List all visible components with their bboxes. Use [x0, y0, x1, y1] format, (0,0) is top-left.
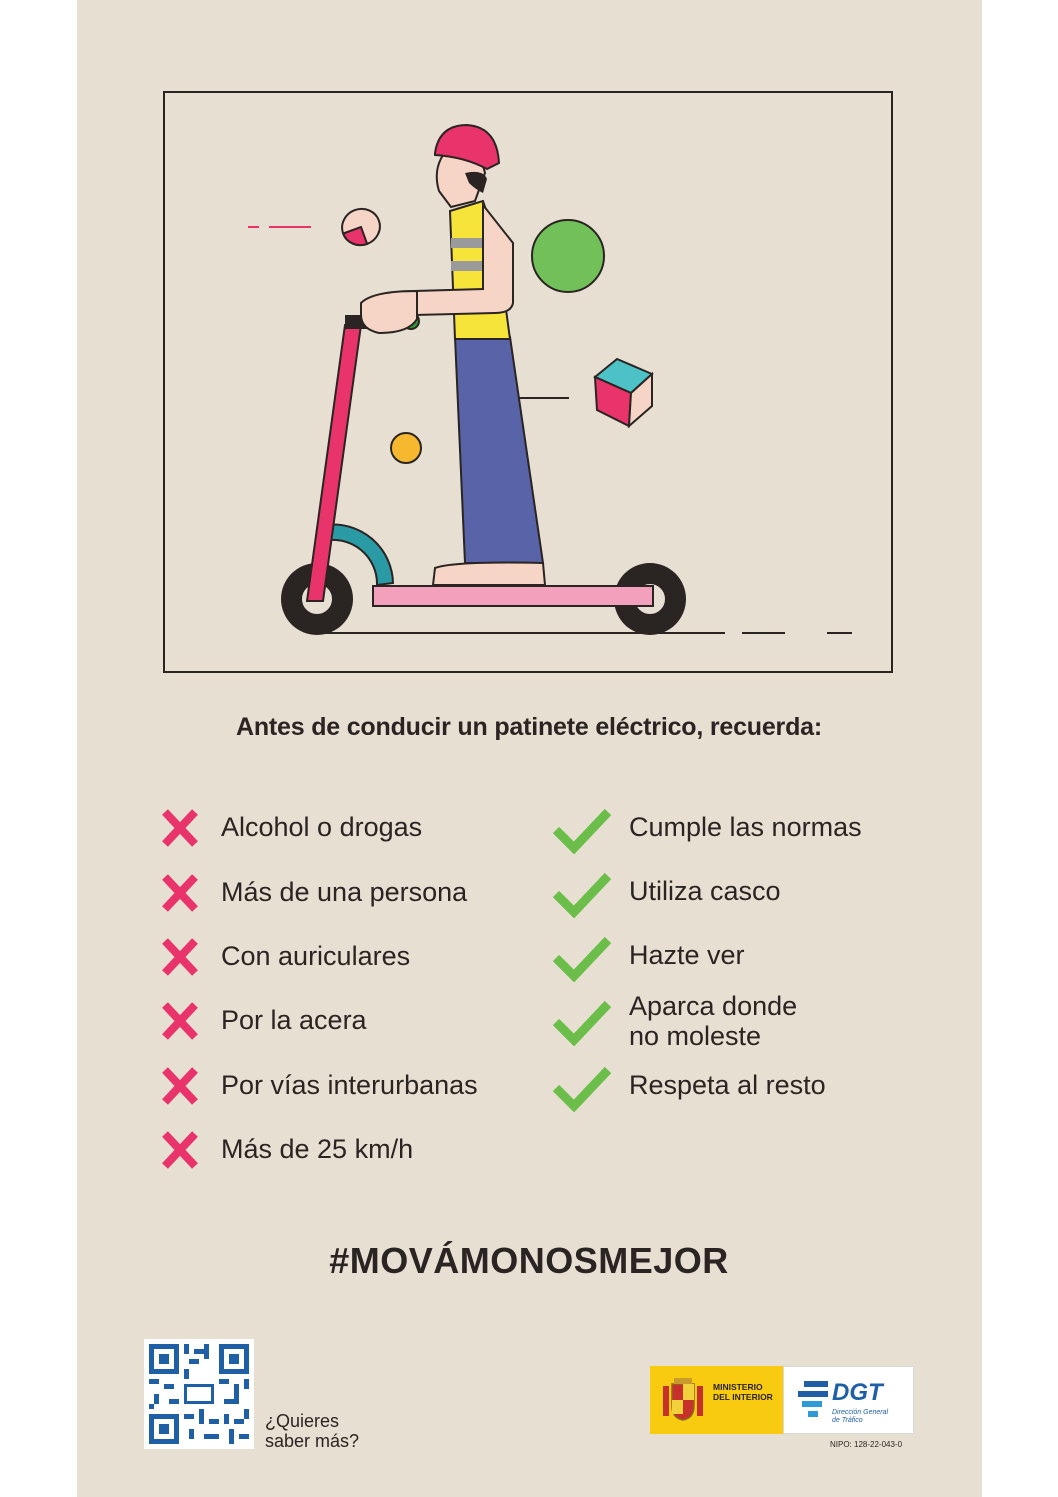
list-item-label: Con auriculares	[221, 941, 411, 971]
nipo-code: NIPO: 128-22-043-0	[830, 1440, 903, 1449]
dgt-name: DGT	[832, 1379, 883, 1406]
cross-icon	[160, 1001, 200, 1041]
list-item-label: Alcohol o drogas	[221, 812, 423, 842]
illustration-frame	[163, 91, 893, 673]
cross-icon	[160, 873, 200, 913]
ministry-logo	[650, 1366, 783, 1434]
list-item-label: Aparca donde	[629, 991, 798, 1021]
dgt-subtitle-line: de Tráfico	[832, 1417, 863, 1424]
cross-icon	[160, 937, 200, 977]
list-item-label: Cumple las normas	[629, 812, 862, 842]
list-item-label: Por la acera	[221, 1005, 367, 1035]
dgt-emblem-icon	[798, 1379, 832, 1419]
coat-of-arms-icon	[660, 1376, 706, 1424]
check-icon	[552, 870, 612, 918]
campaign-hashtag: #MOVÁMONOSMEJOR	[329, 1240, 729, 1281]
qr-caption	[265, 1411, 405, 1451]
ministry-name-line: MINISTERIO	[713, 1382, 763, 1392]
cross-icon	[160, 1066, 200, 1106]
qr-caption-line: ¿Quieres	[265, 1411, 340, 1431]
list-item-label: no moleste	[629, 1021, 762, 1051]
check-icon	[552, 806, 612, 854]
ministry-name	[713, 1382, 783, 1402]
check-icon	[552, 934, 612, 982]
list-item-label: Más de una persona	[221, 877, 468, 907]
qr-code-icon	[144, 1339, 254, 1449]
check-icon	[552, 1064, 612, 1112]
qr-caption-line: saber más?	[265, 1431, 360, 1451]
list-item-label: Más de 25 km/h	[221, 1134, 414, 1164]
headline: Antes de conducir un patinete eléctrico, recuerda:	[236, 713, 822, 741]
cross-icon	[160, 808, 200, 848]
dgt-subtitle	[832, 1409, 912, 1425]
qr-code[interactable]	[144, 1339, 254, 1449]
list-item-label: Utiliza casco	[629, 876, 781, 906]
scooter-rider-illustration	[165, 93, 895, 675]
dgt-logo	[783, 1366, 914, 1434]
government-logo	[650, 1366, 914, 1434]
cross-icon	[160, 1130, 200, 1170]
list-item-label: Por vías interurbanas	[221, 1070, 478, 1100]
list-item-label: Hazte ver	[629, 940, 745, 970]
ministry-name-line: DEL INTERIOR	[713, 1392, 773, 1402]
dgt-subtitle-line: Dirección General	[832, 1409, 889, 1416]
check-icon	[552, 998, 612, 1046]
list-item-label: Respeta al resto	[629, 1070, 826, 1100]
